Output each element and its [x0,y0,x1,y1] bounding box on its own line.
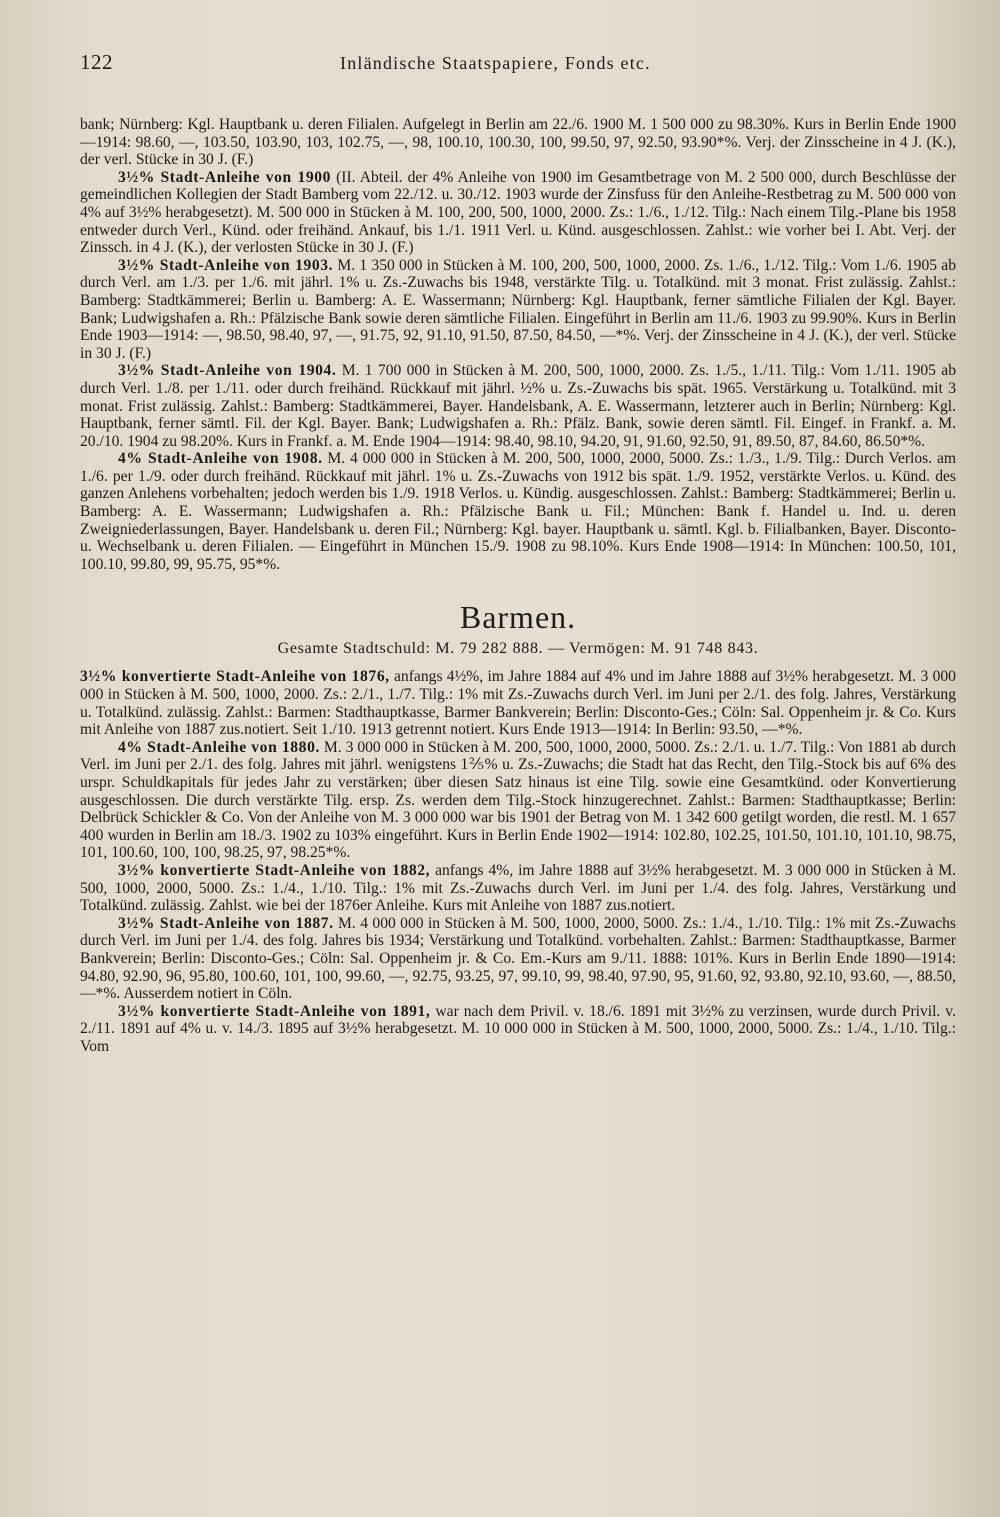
barmen-entries [80,668,956,1055]
loan-entry [80,668,956,738]
loan-entry [80,169,956,257]
loan-entry [80,450,956,573]
loan-entry [80,862,956,915]
loan-title: 3½% Stadt-Anleihe von 1903. [118,256,334,274]
entry-body: anfangs 4½%, im Jahre 1884 auf 4% und im Jahre 1888 auf 3½% herabgesetzt. M. 3 000 000 in Stücken à M. 500, 1000, 2000. Zs.: 2./1., 1./7. Tilg.: 1% mit Zs.-Zuwachs durch Verl. im Juni per 2./1. des folg. Jahres, Verstärkung u. Totalkünd. zulässig. Zahlst.: Barmen: Stadthauptkasse, Barmer Bankverein; Berlin: Disconto-Ges.; Cöln: Sal. Oppenheim jr. & Co. Kurs mit Anleihe von 1887 zus.notiert. Seit 1./10. 1913 getrennt notiert. Kurs Ende 1913—1914: In Berlin: 93.50, —*%. [80,668,956,739]
loan-entry [80,915,956,1003]
loan-title: 4% Stadt-Anleihe von 1908. [118,450,323,468]
entry-body: M. 3 000 000 in Stücken à M. 200, 500, 1000, 2000, 5000. Zs.: 2./1. u. 1./7. Tilg.: Von 1881 ab durch Verl. im Juni per 2./1. des folg. Jahres mit jährl. wenigstens 1⅖% u. Zs.-Zuwachs; die Stadt hat das Recht, den Tilg.-Stock bis auf 6% des urspr. Schuldkapitals für jedes Jahr zu verstärken; über diesen Satz hinaus ist eine Tilg. sowie eine Gesamtkünd. oder Konvertierung ausgeschlossen. Die durch verstärkte Tilg. ersp. Zs. werden dem Tilg.-Stock hinzugerechnet. Zahlst.: Barmen: Stadthauptkasse; Berlin: Delbrück Schickler & Co. Von der Anleihe von M. 3 000 000 war bis 1901 der Betrag von M. 1 342 600 getilgt worden, die restl. M. 1 657 400 wurden in Berlin am 18./3. 1902 zu 103% eingeführt. Kurs in Berlin Ende 1902—1914: 102.80, 102.25, 101.50, 101.10, 101.10, 98.75, 101, 100.60, 100, 100, 98.25, 97, 98.25*%. [80,738,956,862]
loan-title: 3½% konvertierte Stadt-Anleihe von 1891, [118,1002,431,1020]
entry-body: M. 1 350 000 in Stücken à M. 100, 200, 500, 1000, 2000. Zs. 1./6., 1./12. Tilg.: Vom 1./6. 1905 ab durch Verl. am 1./3. per 1./6. mit jährl. 1% u. Zs.-Zuwachs bis 1948, verstärkte Tilg. u. Totalkünd. mit 3 monat. Frist zulässig. Zahlst.: Bamberg: Stadtkämmerei; Berlin u. Bamberg: A. E. Wassermann; Nürnberg: Kgl. Hauptbank, ferner sämtliche Filialen der Kgl. Bayer. Bank; Ludwigshafen a. Rh.: Pfälzische Bank sowie deren sämtliche Filialen. Eingeführt in Berlin am 11./6. 1903 zu 99.90%. Kurs in Berlin Ende 1903—1914: —, 98.50, 98.40, 97, —, 91.75, 92, 91.10, 91.50, 87.50, 84.50, —*%. Verj. der Zinsscheine in 4 J. (K.), der verl. Stücke in 30 J. (F.) [80,256,956,362]
section-title-barmen: Barmen. [459,599,577,636]
entry-body: (II. Abteil. der 4% Anleihe von 1900 im Gesamtbetrage von M. 2 500 000, durch Beschlüsse der gemeindlichen Kollegien der Stadt Bamberg vom 22./12. u. 30./12. 1903 wurde der Zinsfuss für den Anleihe-Restbetrag zu M. 500 000 von 4% auf 3½% herabgesetzt). M. 500 000 in Stücken à M. 100, 200, 500, 1000, 2000. Zs.: 1./6., 1./12. Tilg.: Nach einem Tilg.-Plane bis 1958 entweder durch Verl., Künd. oder freihänd. Ankauf, bis 1./1. 1911 Verl. u. Künd. ausgeschlossen. Zahlst.: wie vorher bei I. Abt. Verj. der Zinssch. in 4 J. (K.), der verlosten Stücke in 30 J. (F.) [80,168,956,257]
running-head: Inländische Staatspapiere, Fonds etc. [340,53,651,73]
page-number: 122 [80,50,113,74]
loan-entry [80,1003,956,1056]
entry-body: M. 4 000 000 in Stücken à M. 500, 1000, 2000, 5000. Zs.: 1./4., 1./10. Tilg.: 1% mit Zs.-Zuwachs durch Verl. im Juni per 1./4. des folg. Jahres bis 1934; Verstärkung und Totalkünd. vorbehalten. Zahlst.: Barmen: Stadthauptkasse, Barmer Bankverein; Berlin: Disconto-Ges.; Cöln: Sal. Oppenheim jr. & Co. Em.-Kurs am 9./11. 1888: 101%. Kurs in Berlin Ende 1890—1914: 94.80, 92.90, 96, 95.80, 100.60, 101, 100, 99.60, —, 92.75, 93.25, 97, 99.10, 99, 98.40, 97.90, 95, 91.60, 92, 93.80, 92.10, 93.60, —, 88.50, —*%. Ausserdem notiert in Cöln. [80,914,956,1003]
loan-title: 3½% Stadt-Anleihe von 1900 [118,168,332,186]
loan-title: 3½% Stadt-Anleihe von 1904. [118,362,337,380]
loan-entry [80,257,956,363]
loan-title: 3½% Stadt-Anleihe von 1887. [118,914,334,932]
loan-title: 3½% konvertierte Stadt-Anleihe von 1876, [80,668,390,686]
entry-body: war nach dem Privil. v. 18./6. 1891 mit 3½% zu verzinsen, wurde durch Privil. v. 2./11. 1891 auf 4% u. v. 14./3. 1895 auf 3½% herabgesetzt. M. 10 000 000 in Stücken à M. 500, 1000, 2000, 5000. Zs.: 1./4., 1./10. Tilg.: Vom [80,1002,956,1055]
section-summary: Gesamte Stadtschuld: M. 79 282 888. — Vermögen: M. 91 748 843. [277,640,759,658]
loan-entry [80,362,956,450]
loan-title: 4% Stadt-Anleihe von 1880. [118,738,320,756]
entry-body: bank; Nürnberg: Kgl. Hauptbank u. deren Filialen. Aufgelegt in Berlin am 22./6. 1900 M. 1 500 000 zu 98.30%. Kurs in Berlin Ende 1900—1914: 98.60, —, 103.50, 103.90, 103, 102.75, —, 98, 100.10, 100.30, 100, 99.50, 97, 92.50, 93.90*%. Verj. der Zinsscheine in 4 J. (K.), der verl. Stücke in 30 J. (F.) [80,116,956,169]
bamberg-continuation [80,116,956,573]
loan-entry [80,739,956,862]
entry-body: M. 1 700 000 in Stücken à M. 200, 500, 1000, 2000. Zs. 1./5., 1./11. Tilg.: Vom 1./11. 1905 ab durch Verl. 1./8. per 1./11. oder durch freihänd. Rückkauf mit jährl. ½% u. Zs.-Zuwachs bis spät. 1965. Verstärkung u. Totalkünd. mit 3 monat. Frist zulässig. Zahlst.: Bamberg: Stadtkämmerei, Bayer. Handelsbank, A. E. Wassermann, letzterer auch in Berlin; Nürnberg: Kgl. Hauptbank, ferner sämtl. Fil. der Kgl. Bayer. Bank; Ludwigshafen a. Rh.: Pfälz. Bank, sowie deren sämtl. Fil. Eingef. in Frankf. a. M. 20./10. 1904 zu 98.20%. Kurs in Frankf. a. M. Ende 1904—1914: 98.40, 98.10, 94.20, 91, 91.60, 92.50, 91, 89.50, 87, 84.60, 86.50*%. [80,362,957,450]
entry-body: anfangs 4%, im Jahre 1888 auf 3½% herabgesetzt. M. 3 000 000 in Stücken à M. 500, 1000, 2000, 5000. Zs.: 1./4., 1./10. Tilg.: 1% mit Zs.-Zuwachs durch Verl. im Juni per 1./4. des folg. Jahres, Verstärkung und Totalkünd. zulässig. Zahlst. wie bei der 1876er Anleihe. Kurs mit Anleihe von 1887 zus.notiert. [80,861,956,915]
loan-entry-continued [80,116,956,169]
loan-title: 3½% konvertierte Stadt-Anleihe von 1882, [118,861,431,879]
entry-body: M. 4 000 000 in Stücken à M. 200, 500, 1000, 2000, 5000. Zs.: 1./3., 1./9. Tilg.: Durch Verlos. am 1./6. per 1./9. oder durch freihänd. Rückkauf mit jährl. 1% u. Zs.-Zuwachs von 1912 bis spät. 1./9. 1952, verstärkte Verlos. u. Künd. des ganzen Anlehens vorbehalten; jedoch werden bis 1./9. 1918 Verlos. u. Kündig. ausgeschlossen. Zahlst.: Bamberg: Stadtkämmerei; Berlin u. Bamberg: A. E. Wassermann; Ludwigshafen a. Rh.: Pfälzische Bank u. Fil.; München: Bank f. Handel u. Ind. u. deren Zweigniederlassungen, Bayer. Handelsbank u. deren Fil.; Nürnberg: Kgl. bayer. Hauptbank u. sämtl. Kgl. b. Filialbanken, Bayer. Disconto- u. Wechselbank u. deren Filialen. — Eingeführt in München 15./9. 1908 zu 98.10%. Kurs Ende 1908—1914: In München: 100.50, 101, 100.10, 99.80, 99, 95.75, 95*%. [80,450,956,573]
page-header [80,50,956,86]
